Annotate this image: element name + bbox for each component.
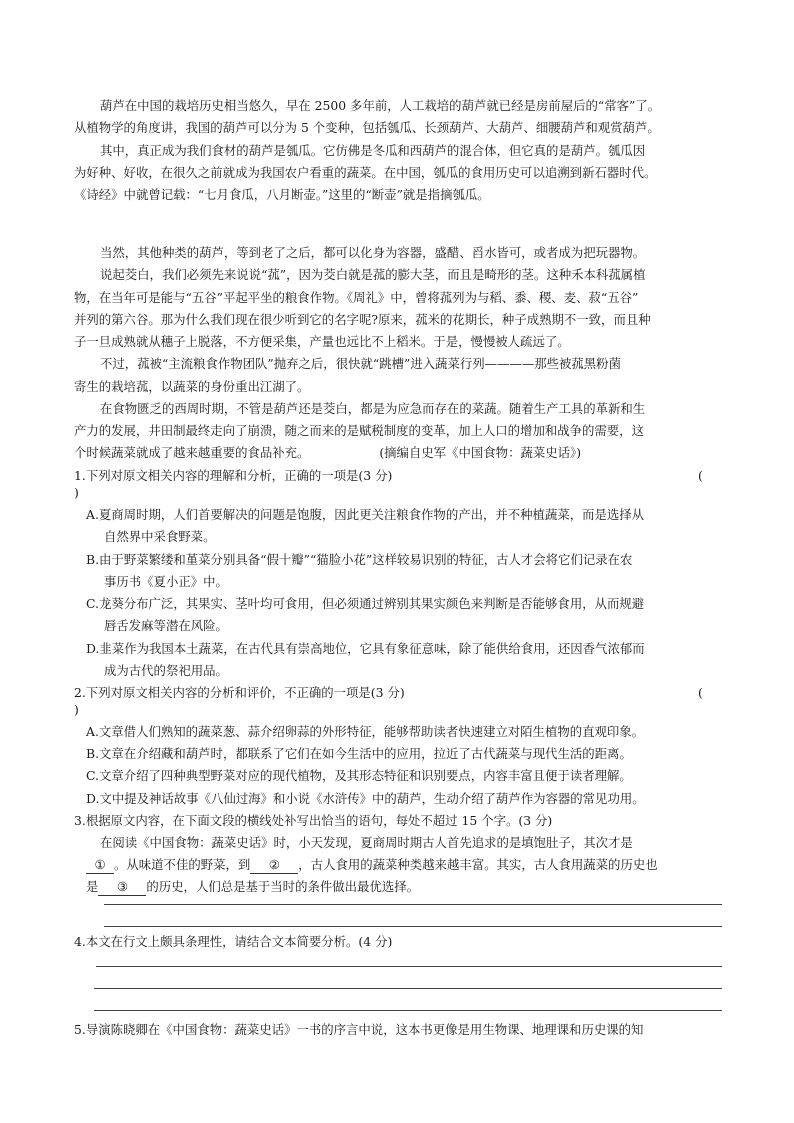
passage-line: 为好种、好收，在很久之前就成为我国农户看重的蔬菜。在中国，瓠瓜的食用历史可以追溯到新石器时代。	[74, 165, 657, 180]
q2-option-d: D.文中提及神话故事《八仙过海》和小说《水浒传》中的葫芦，生动介绍了葫芦作为容器的常见功用。	[86, 791, 645, 806]
passage-line: 当然，其他种类的葫芦，等到老了之后，都可以化身为容器，盛醋、舀水皆可，或者成为把玩器物。	[100, 245, 646, 260]
q1-option-c-cont: 唇舌发麻等潜在风险。	[104, 618, 228, 633]
answer-paren-close: )	[74, 702, 79, 717]
q3-text-line: 在阅读《中国食物：蔬菜史话》时，小天发现，夏商周时期古人首先追求的是填饱肚子，其次才是	[100, 835, 633, 850]
question-3-stem: 3.根据原文内容，在下面文段的横线处补写出恰当的语句，每处不超过 15 个字。(3 分)	[74, 813, 553, 828]
q1-option-b-cont: 事历书《夏小正》中。	[104, 574, 228, 589]
passage-line: 葫芦在中国的栽培历史相当悠久，早在 2500 多年前，人工栽培的葫芦就已经是房前屋后的“常客”了。	[100, 98, 661, 113]
q3-text: 。从味道不佳的野菜，到	[114, 857, 251, 872]
q1-option-c: C.龙葵分布广泛，其果实、茎叶均可食用，但必须通过辨别其果实颜色来判断是否能够食用，从而规避	[86, 596, 645, 611]
passage-line: 物，在当年可是能与“五谷”平起平坐的粮食作物。《周礼》中，曾将菰列为与稻、黍、稷、麦、菽“五谷”	[74, 290, 639, 305]
q3-text-line	[86, 855, 726, 875]
answer-line[interactable]	[104, 904, 722, 905]
fill-blank-2[interactable]: ②	[250, 857, 298, 874]
answer-paren-close: )	[74, 485, 79, 500]
question-1-stem: 1.下列对原文相关内容的理解和分析，正确的一项是(3 分)	[74, 468, 393, 483]
passage-line: 其中，真正成为我们食材的葫芦是瓠瓜。它仿佛是冬瓜和西葫芦的混合体，但它真的是葫芦。瓠瓜因	[100, 143, 646, 158]
answer-line[interactable]	[94, 988, 722, 989]
q3-text: 是	[86, 879, 99, 894]
passage-line	[74, 443, 724, 463]
q2-option-a: A.文章借人们熟知的蔬菜葱、蒜介绍卵蒜的外形特征，能够帮助读者快速建立对陌生植物的直观印象。	[86, 724, 645, 739]
passage-line: 从植物学的角度讲，我国的葫芦可以分为 5 个变种，包括瓠瓜、长颈葫芦、大葫芦、细腰葫芦和观赏葫芦。	[74, 120, 660, 135]
answer-paren-open: (	[698, 468, 703, 483]
passage-line: 说起茭白，我们必须先来说说“菰”，因为茭白就是菰的膨大茎，而且是畸形的茎。这种禾本科菰属植	[100, 267, 646, 282]
q1-option-d: D.韭菜作为我国本土蔬菜，在古代具有崇高地位，它具有象征意味，除了能供给食用，还因香气浓郁而	[86, 641, 645, 656]
question-5-stem: 5.导演陈晓卿在《中国食物：蔬菜史话》一书的序言中说，这本书更像是用生物课、地理课和历史课的知	[74, 1022, 644, 1037]
q2-option-c: C.文章介绍了四种典型野菜对应的现代植物，及其形态特征和识别要点，内容丰富且便于读者理解。	[86, 768, 632, 783]
answer-line[interactable]	[96, 966, 722, 967]
passage-line: 不过，菰被“主流粮食作物团队”抛弃之后，很快就“跳槽”进入蔬菜行列————那些被菰黑粉菌	[100, 356, 621, 371]
fill-blank-1[interactable]: ①	[86, 857, 114, 874]
passage-text: 个时候蔬菜就成了越来越重要的食品补充。	[74, 445, 310, 460]
q1-option-a: A.夏商周时期，人们首要解决的问题是饱腹，因此更关注粮食作物的产出，并不种植蔬菜，而是选择从	[86, 507, 645, 522]
q3-text: ，古人食用的蔬菜种类越来越丰富。其实，古人食用蔬菜的历史也	[298, 857, 658, 872]
passage-line: 《诗经》中就曾记载：“七月食瓜，八月断壶。”这里的“断壶”就是指摘瓠瓜。	[74, 187, 490, 202]
answer-paren-open: (	[698, 685, 703, 700]
passage-line: 产力的发展，井田制最终走向了崩溃，随之而来的是赋税制度的变革，加上人口的增加和战争的需要，这	[74, 423, 644, 438]
q3-text-line	[86, 877, 726, 897]
answer-line[interactable]	[104, 926, 722, 927]
source-citation: (摘编自史军《中国食物：蔬菜史话》)	[379, 445, 582, 460]
q1-option-d-cont: 成为古代的祭祀用品。	[104, 663, 228, 678]
question-4-stem: 4.本文在行文上颇具条理性，请结合文本简要分析。(4 分)	[74, 934, 393, 949]
fill-blank-3[interactable]: ③	[98, 879, 146, 896]
passage-line: 寄生的栽培菰，以蔬菜的身份重出江湖了。	[74, 379, 310, 394]
q1-option-b: B.由于野菜繁缕和堇菜分别具备“假十瓣”“猫脸小花”这样较易识别的特征，古人才会将它们记录在农	[86, 552, 633, 567]
q3-text: 的历史，人们总是基于当时的条件做出最优选择。	[146, 879, 419, 894]
q1-option-a-cont: 自然界中采食野菜。	[104, 529, 216, 544]
q2-option-b: B.文章在介绍藏和葫芦时，都联系了它们在如今生活中的应用，拉近了古代蔬菜与现代生活的距离。	[86, 746, 632, 761]
passage-line: 子一旦成熟就从穗子上脱落，不方便采集，产量也远比不上稻米。于是，慢慢被人疏远了。	[74, 334, 570, 349]
question-2-stem: 2.下列对原文相关内容的分析和评价，不正确的一项是(3 分)	[74, 685, 405, 700]
answer-line[interactable]	[94, 1010, 722, 1011]
passage-line: 并列的第六谷。那为什么我们现在很少听到它的名字呢?原来，菰米的花期长，种子成熟期不一致，而且种	[74, 312, 651, 327]
passage-line: 在食物匮乏的西周时期，不管是葫芦还是茭白，都是为应急而存在的菜蔬。随着生产工具的革新和生	[100, 401, 646, 416]
